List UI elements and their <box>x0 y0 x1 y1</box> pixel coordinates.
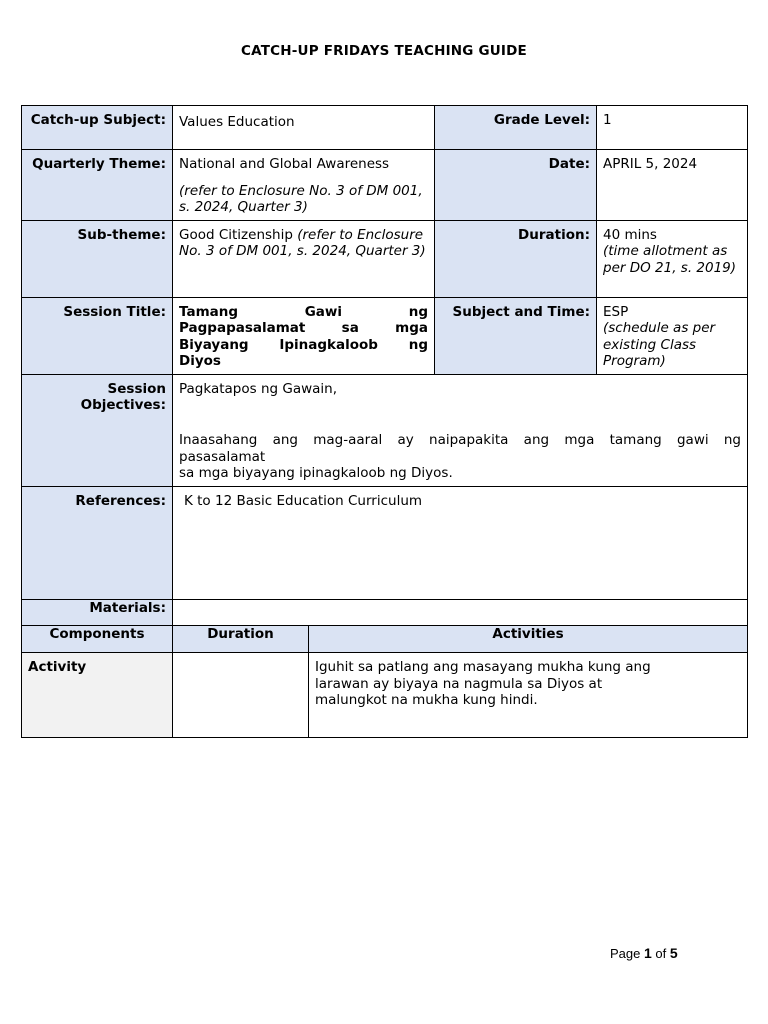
duration-note: (time allotment as per DO 21, s. 2019) <box>603 243 737 276</box>
page-footer <box>610 945 678 961</box>
session-title-row <box>22 297 748 374</box>
page-word: Page <box>610 946 641 961</box>
component-name: Activity <box>22 653 173 738</box>
grade-label: Grade Level: <box>435 106 597 150</box>
references-row <box>22 486 748 599</box>
duration-value: 40 mins <box>603 226 657 243</box>
of-word: of <box>655 946 667 961</box>
session-title-line: Biyayang Ipinagkaloob ng <box>179 336 428 353</box>
subtheme-label: Sub-theme: <box>22 220 173 297</box>
session-title-line: Pagpapasalamat sa mga <box>179 320 428 336</box>
objectives-row <box>22 374 748 486</box>
subject-time-note: (schedule as per existing Class Program) <box>603 320 716 369</box>
date-value: APRIL 5, 2024 <box>597 150 748 221</box>
grade-value: 1 <box>597 106 748 150</box>
component-duration <box>173 653 309 738</box>
subject-label: Catch-up Subject: <box>22 106 173 150</box>
objectives-line: sa mga biyayang ipinagkaloob ng Diyos. <box>179 465 453 481</box>
date-label: Date: <box>435 150 597 221</box>
session-title-cell <box>173 297 435 374</box>
components-table <box>21 625 748 738</box>
subject-time-value: ESP <box>603 303 629 320</box>
subject-time-label: Subject and Time: <box>435 297 597 374</box>
duration-cell <box>597 220 748 297</box>
materials-value <box>173 599 748 625</box>
subtheme-cell <box>173 220 435 297</box>
duration-label: Duration: <box>435 220 597 297</box>
session-title-line: Diyos <box>179 353 221 369</box>
objectives-intro: Pagkatapos ng Gawain, <box>179 380 338 397</box>
references-value: K to 12 Basic Education Curriculum <box>173 486 748 599</box>
components-header: Components <box>22 626 173 653</box>
objectives-cell <box>173 374 748 486</box>
objectives-line: pasasalamat <box>179 448 266 465</box>
subject-time-cell <box>597 297 748 374</box>
page-total: 5 <box>669 945 678 961</box>
theme-note: (refer to Enclosure No. 3 of DM 001, s. 2024, Quarter 3) <box>179 182 423 215</box>
duration-header: Duration <box>173 626 309 653</box>
components-header-row <box>22 626 748 653</box>
objectives-line: Inaasahang ang mag-aaral ay naipapakita ang mga tamang gawi ng <box>179 432 741 448</box>
objectives-label: Session Objectives: <box>22 374 173 486</box>
page-number: 1 <box>644 945 652 961</box>
subtheme-value: Good Citizenship <box>179 226 293 243</box>
info-table <box>21 105 748 626</box>
theme-row <box>22 150 748 221</box>
session-title-line: Tamang Gawi ng <box>179 303 428 320</box>
references-label: References: <box>22 486 173 599</box>
table-row <box>22 653 748 738</box>
theme-label: Quarterly Theme: <box>22 150 173 221</box>
materials-label: Materials: <box>22 599 173 625</box>
subtheme-note: (refer to Enclosure No. 3 of DM 001, s. 2024, Quarter 3) <box>179 226 426 259</box>
component-activities: Iguhit sa patlang ang masayang mukha kung ang larawan ay biyaya na nagmula sa Diyos at malungkot na mukha kung hindi. <box>309 653 748 738</box>
materials-row <box>22 599 748 625</box>
subject-value: Values Education <box>173 106 435 150</box>
session-title-label: Session Title: <box>22 297 173 374</box>
theme-value: National and Global Awareness <box>179 156 390 172</box>
activities-header: Activities <box>309 626 748 653</box>
subtheme-row <box>22 220 748 297</box>
subject-row <box>22 106 748 150</box>
theme-cell <box>173 150 435 221</box>
document-title: CATCH-UP FRIDAYS TEACHING GUIDE <box>241 43 527 59</box>
